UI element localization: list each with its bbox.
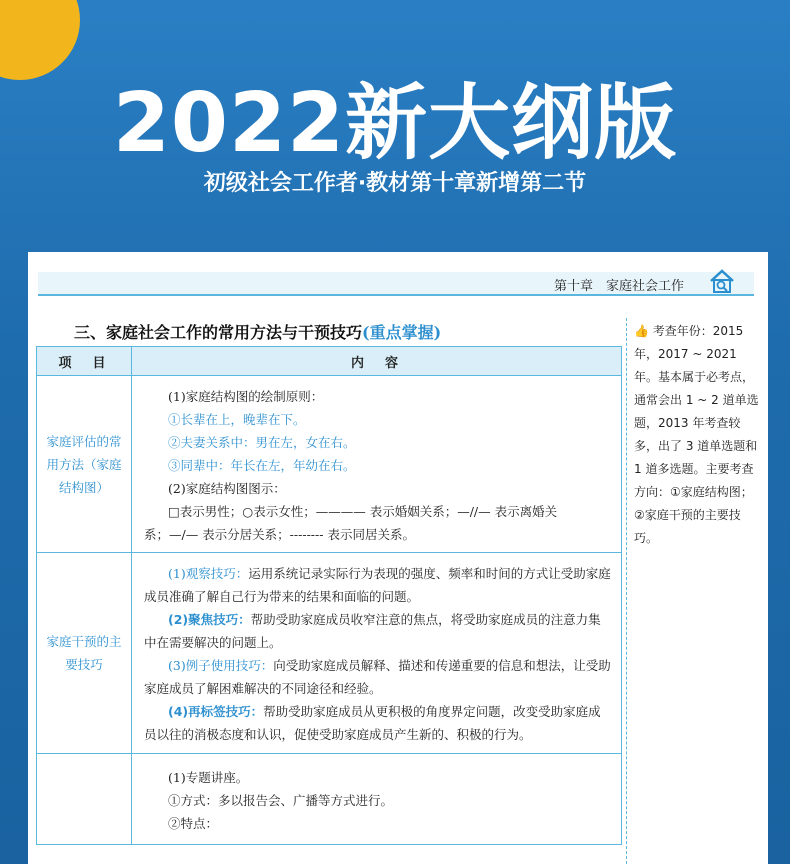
section-tag: (重点掌握) <box>362 323 442 342</box>
side-divider <box>626 318 627 864</box>
subtitle-highlight: 教材第十章新增第二节 <box>366 166 586 197</box>
header-content: 内 容 <box>132 347 622 376</box>
technique-heading: (2)聚焦技巧： <box>168 612 251 627</box>
content-table <box>36 346 622 845</box>
technique-text: 向受助家庭成员解释、描述和传递重要的信息和想法，让受助家庭成员了解困难解决的不同途径和经验。 <box>144 658 611 696</box>
content-line: ②夫妻关系中：男在左，女在右。 <box>168 434 356 450</box>
content-line: (1)专题讲座。 <box>168 769 249 785</box>
running-head <box>38 272 754 296</box>
row-content <box>132 553 622 754</box>
content-line: □表示男性；○表示女性；———— 表示婚姻关系；—//— 表示离婚关 <box>168 503 558 519</box>
book-page <box>28 252 768 864</box>
thumbs-up-icon: 👍 <box>634 324 649 338</box>
table-row <box>37 376 622 553</box>
content-line: ③同辈中：年长在左，年幼在右。 <box>168 457 356 473</box>
table-row <box>37 553 622 754</box>
row-label: 家庭干预的主要技巧 <box>37 553 132 754</box>
content-line: 系；—/— 表示分居关系；-------- 表示同居关系。 <box>144 526 415 542</box>
content-line: (2)家庭结构图图示： <box>168 480 286 496</box>
side-note-text: 考查年份：2015年，2017 ~ 2021 年。基本属于必考点，通常会出 1 ~ 2 道单选题，2013 年考查较多，出了 3 道单选题和 1 道多选题。主要考查方向：①家庭结构图；②家庭干预的主要技巧。 <box>634 324 759 545</box>
content-line: ②特点： <box>168 815 219 831</box>
technique-text: 帮助受助家庭成员收窄注意的焦点，将受助家庭成员的注意力集中在需要解决的问题上。 <box>144 612 601 650</box>
technique-text: 运用系统记录实际行为表现的强度、频率和时间的方式让受助家庭成员准确了解自己行为带来的结果和面临的问题。 <box>144 566 611 604</box>
technique-text: 帮助受助家庭成员从更积极的角度界定问题，改变受助家庭成员以往的消极态度和认识，促使受助家庭成员产生新的、积极的行为。 <box>144 704 601 742</box>
table-header-row <box>37 347 622 376</box>
chapter-title: 第十章 家庭社会工作 <box>553 279 684 294</box>
technique-heading: (3)例子使用技巧： <box>168 658 274 673</box>
side-note <box>634 320 762 550</box>
content-line: ①长辈在上，晚辈在下。 <box>168 411 306 427</box>
row-content <box>132 376 622 553</box>
house-search-icon <box>708 268 736 294</box>
technique-heading: (1)观察技巧： <box>168 566 249 581</box>
subtitle-prefix: 初级社会工作者· <box>203 171 367 196</box>
technique-heading: (4)再标签技巧： <box>168 704 264 719</box>
content-line: (1)家庭结构图的绘制原则： <box>168 388 324 404</box>
content-line: ①方式：多以报告会、广播等方式进行。 <box>168 792 394 808</box>
row-label: 家庭评估的常用方法（家庭结构图） <box>37 376 132 553</box>
section-title: 三、家庭社会工作的常用方法与干预技巧(重点掌握) <box>74 323 442 342</box>
hero-title: 2022新大纲版 <box>112 76 678 171</box>
header-item: 项 目 <box>37 347 132 376</box>
row-content <box>132 754 622 845</box>
hero-subtitle <box>0 166 790 197</box>
row-label <box>37 754 132 845</box>
table-row <box>37 754 622 845</box>
